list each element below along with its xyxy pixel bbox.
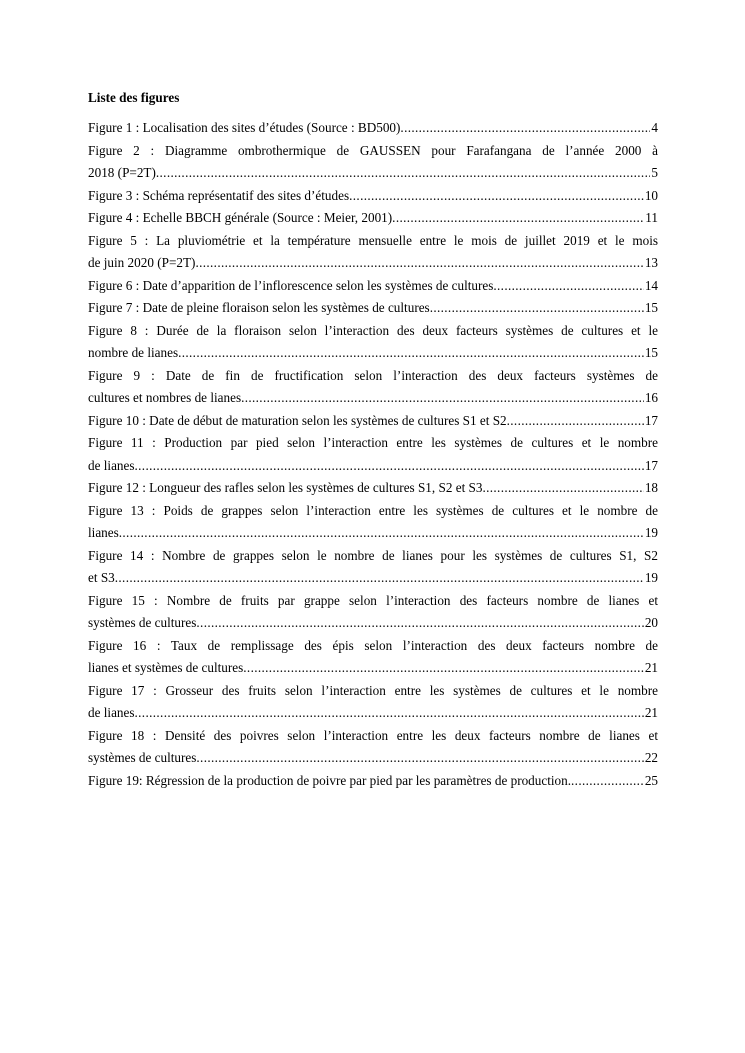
dot-leader — [135, 702, 644, 725]
toc-entry-title-continued: nombre de lianes — [88, 345, 179, 360]
toc-entry-title: Figure 15 : Nombre de fruits par grappe selon l’interaction des facteurs nombre de lianes et — [88, 592, 658, 608]
dot-leader — [115, 567, 644, 590]
toc-page-number: 21 — [644, 660, 658, 675]
dot-leader — [493, 275, 643, 298]
toc-page-number: 20 — [644, 615, 658, 630]
toc-entry[interactable] — [88, 410, 658, 433]
toc-entry-title: Figure 11 : Production par pied selon l’interaction entre les systèmes de cultures et le nombre — [88, 435, 658, 450]
toc-entry[interactable] — [88, 680, 658, 725]
toc-entry-title-continued: de juin 2020 (P=2T) — [88, 255, 196, 270]
toc-entry-title-continued: systèmes de cultures — [88, 615, 197, 630]
toc-entry-title: Figure 16 : Taux de remplissage des épis selon l’interaction des deux facteurs nombre de — [88, 637, 658, 653]
toc-page-number: 18 — [644, 480, 658, 495]
toc-entry[interactable] — [88, 140, 658, 185]
toc-page-number: 15 — [644, 300, 658, 315]
dot-leader — [196, 747, 643, 770]
dot-leader — [178, 342, 644, 365]
dot-leader — [482, 477, 643, 500]
toc-page-number: 10 — [644, 187, 658, 203]
toc-entry-title: Figure 18 : Densité des poivres selon l’interaction entre les deux facteurs nombre de lianes et — [88, 727, 658, 743]
toc-page-number: 19 — [644, 525, 658, 540]
toc-entry[interactable] — [88, 477, 658, 500]
toc-page-number: 13 — [644, 255, 658, 270]
toc-entry-title-continued: lianes et systèmes de cultures — [88, 660, 244, 675]
toc-entry-title-continued: de lianes — [88, 705, 135, 720]
toc-entry[interactable] — [88, 432, 658, 477]
toc-entry[interactable] — [88, 500, 658, 545]
toc-entry[interactable] — [88, 320, 658, 365]
dot-leader — [135, 455, 644, 478]
dot-leader — [392, 207, 644, 230]
toc-entry-title: Figure 13 : Poids de grappes selon l’interaction entre les systèmes de cultures et le nombre de — [88, 502, 658, 518]
toc-page-number: 17 — [644, 412, 658, 428]
toc-entry[interactable] — [88, 185, 658, 208]
toc-entry[interactable] — [88, 117, 658, 140]
dot-leader — [195, 252, 643, 275]
toc-entry-title: Figure 10 : Date de début de maturation selon les systèmes de cultures S1 et S2 — [88, 412, 507, 428]
toc-page-number: 25 — [644, 772, 658, 788]
toc-page-number: 22 — [644, 750, 658, 765]
toc-entry-title-continued: et S3 — [88, 570, 115, 585]
toc-entry[interactable] — [88, 590, 658, 635]
toc-page-number: 19 — [644, 570, 658, 585]
toc-page-number: 21 — [644, 705, 658, 720]
toc-entry[interactable] — [88, 635, 658, 680]
toc-entry-title: Figure 2 : Diagramme ombrothermique de GAUSSEN pour Farafangana de l’année 2000 à — [88, 142, 658, 158]
toc-entry-title-continued: systèmes de cultures — [88, 750, 197, 765]
toc-page-number: 4 — [651, 120, 658, 135]
toc-entry-title: Figure 12 : Longueur des rafles selon les systèmes de cultures S1, S2 et S3 — [88, 480, 483, 495]
toc-entry[interactable] — [88, 297, 658, 320]
toc-entry-title: Figure 7 : Date de pleine floraison selon les systèmes de cultures — [88, 300, 430, 315]
toc-entry[interactable] — [88, 365, 658, 410]
toc-entry[interactable] — [88, 230, 658, 275]
list-of-figures — [88, 88, 658, 792]
toc-entry-title: Figure 4 : Echelle BBCH générale (Source : Meier, 2001) — [88, 210, 393, 225]
toc-entry-title-continued: lianes — [88, 525, 119, 540]
toc-entry[interactable] — [88, 275, 658, 298]
dot-leader — [243, 657, 644, 680]
toc-entry-title: Figure 9 : Date de fin de fructification selon l’interaction des deux facteurs systèmes de — [88, 367, 658, 383]
toc-entry-title: Figure 6 : Date d’apparition de l’inflorescence selon les systèmes de cultures — [88, 277, 494, 293]
page-title: Liste des figures — [88, 90, 180, 105]
toc-page-number: 17 — [644, 457, 658, 473]
toc-page-number: 5 — [651, 165, 658, 180]
toc-entry[interactable] — [88, 545, 658, 590]
toc-entry-title: Figure 1 : Localisation des sites d’études (Source : BD500) — [88, 120, 401, 135]
toc-entry[interactable] — [88, 770, 658, 793]
dot-leader — [196, 612, 643, 635]
toc-entry-title: Figure 19: Régression de la production de poivre par pied par les paramètres de production. — [88, 772, 572, 788]
toc-entry-title: Figure 8 : Durée de la floraison selon l’interaction des deux facteurs systèmes de cultures et le — [88, 322, 658, 338]
toc-entry-title: Figure 3 : Schéma représentatif des sites d’études — [88, 187, 350, 203]
toc-entry[interactable] — [88, 725, 658, 770]
toc-page-number: 14 — [644, 277, 658, 293]
toc-page-number: 16 — [644, 390, 658, 405]
toc-page-number: 15 — [644, 345, 658, 360]
dot-leader — [156, 162, 651, 185]
toc-entry-title-continued: cultures et nombres de lianes — [88, 390, 242, 405]
dot-leader — [507, 410, 644, 433]
toc-entry[interactable] — [88, 207, 658, 230]
dot-leader — [400, 117, 650, 140]
toc-entry-title: Figure 17 : Grosseur des fruits selon l’interaction entre les systèmes de cultures et le nombre — [88, 682, 658, 698]
dot-leader — [349, 185, 644, 208]
dot-leader — [571, 770, 644, 793]
dot-leader — [430, 297, 644, 320]
toc-entry-title-continued: de lianes — [88, 457, 135, 473]
figure-list — [88, 117, 658, 792]
dot-leader — [241, 387, 644, 410]
toc-entry-title: Figure 14 : Nombre de grappes selon le nombre de lianes pour les systèmes de cultures S1, S2 — [88, 547, 658, 563]
toc-page-number: 11 — [645, 210, 658, 225]
dot-leader — [119, 522, 644, 545]
toc-entry-title-continued: 2018 (P=2T) — [88, 165, 156, 180]
toc-entry-title: Figure 5 : La pluviométrie et la température mensuelle entre le mois de juillet 2019 et le mois — [88, 232, 658, 248]
